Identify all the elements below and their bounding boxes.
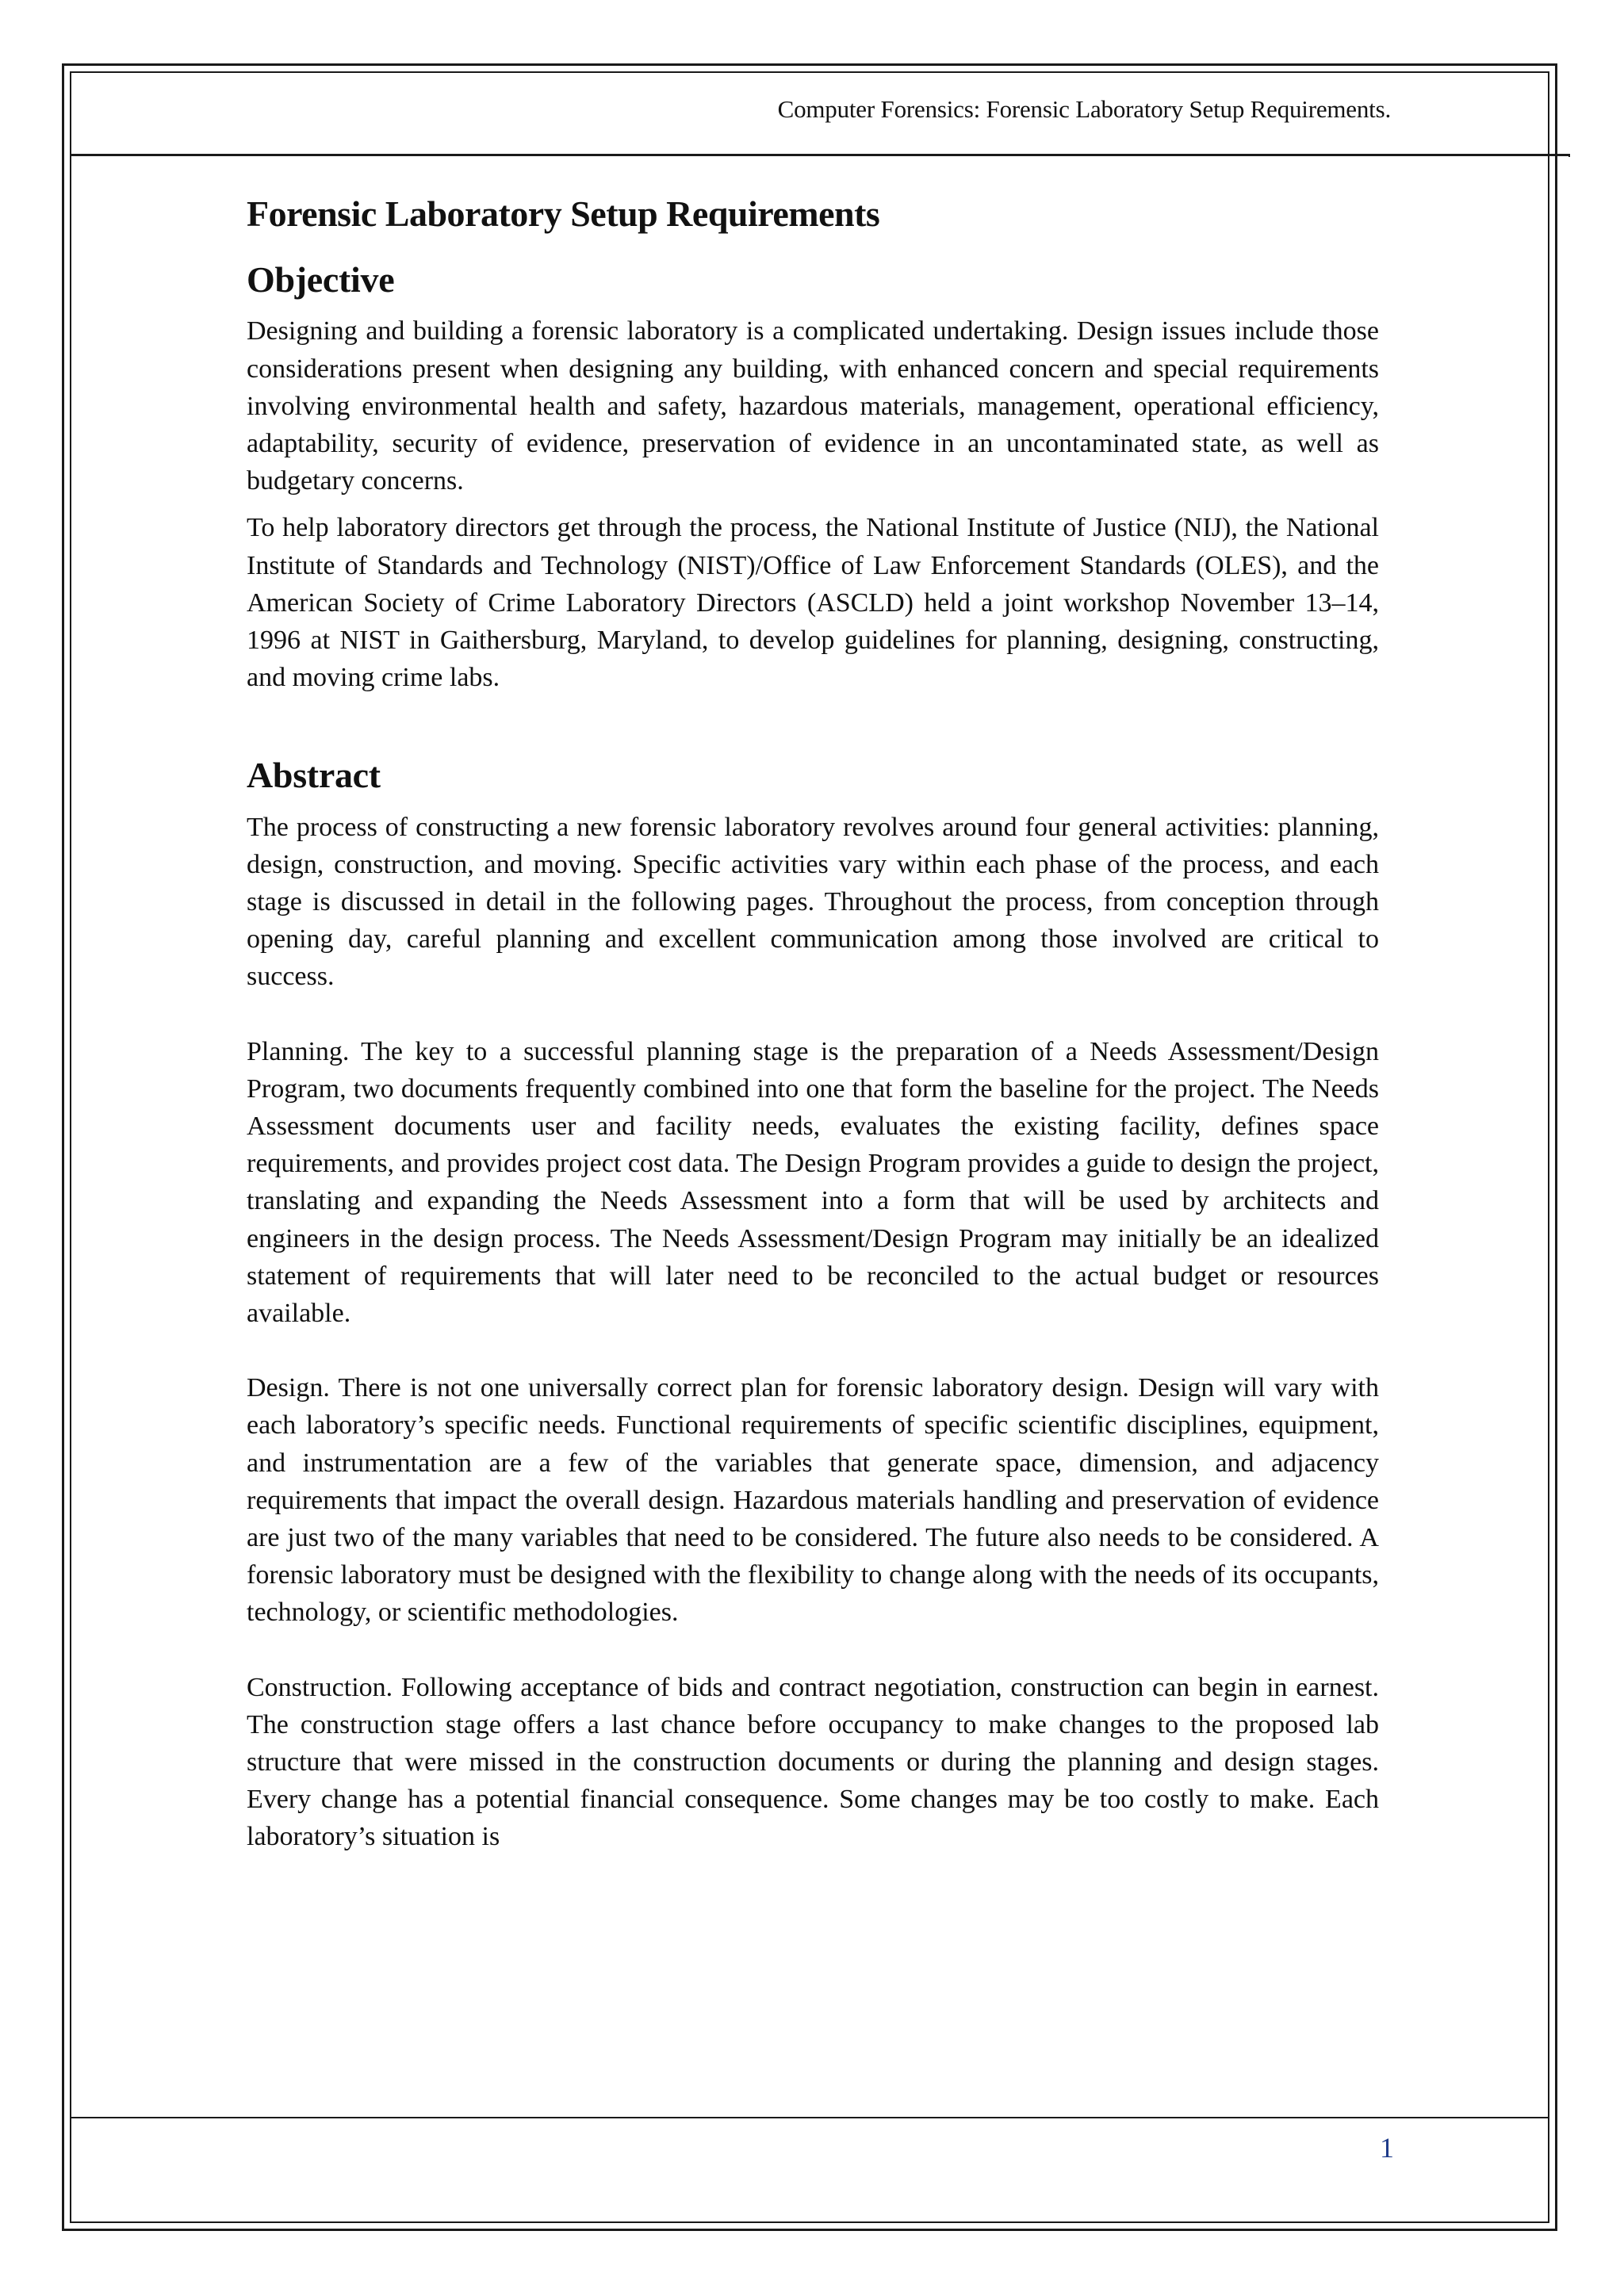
header-divider-tick bbox=[1568, 154, 1570, 157]
page-content bbox=[247, 192, 1379, 1856]
page-number: 1 bbox=[1380, 2132, 1394, 2164]
objective-heading: Objective bbox=[247, 259, 395, 300]
planning-paragraph: Planning. The key to a successful planning stage is the preparation of a Needs Assessment/Design Program, two documents frequently combined into one that form the baseline for the project. The Needs Assessment documents user and facility needs, evaluates the existing facility, defines space requirements, and provides project cost data. The Design Program provides a guide to design the project, translating and expanding the Needs Assessment into a form that will be used by architects and engineers in the design process. The Needs Assessment/Design Program may initially be an idealized statement of requirements that will later need to be reconciled to the actual budget or resources available. bbox=[247, 1036, 1379, 1329]
footer-divider bbox=[70, 2117, 1549, 2118]
abstract-paragraph: The process of constructing a new forensic laboratory revolves around four general activities: planning, design, construction, and moving. Specific activities vary within each phase of the process, and each stage is discussed in detail in the following pages. Throughout the process, from conception through opening day, careful planning and excellent communication among those involved are critical to success. bbox=[247, 812, 1379, 992]
document-title: Forensic Laboratory Setup Requirements bbox=[247, 193, 880, 234]
objective-paragraph: To help laboratory directors get through the process, the National Institute of Justice (NIJ), the National Institute of Standards and Technology (NIST)/Office of Law Enforcement Standards (OLES), and the American Society of Crime Laboratory Directors (ASCLD) held a joint workshop November 13–14, 1996 at NIST in Gaithersburg, Maryland, to develop guidelines for planning, designing, constructing, and moving crime labs. bbox=[247, 513, 1379, 693]
design-paragraph: Design. There is not one universally correct plan for forensic laboratory design. Design will vary with each laboratory’s specific needs. Functional requirements of specific scientific disciplines, equipment, and instrumentation are a few of the variables that generate space, dimension, and adjacency requirements that impact the overall design. Hazardous materials handling and preservation of evidence are just two of the many variables that need to be considered. The future also needs to be considered. A forensic laboratory must be designed with the flexibility to change along with the needs of its occupants, technology, or scientific methodologies. bbox=[247, 1373, 1379, 1628]
header-divider bbox=[70, 154, 1570, 156]
objective-paragraph: Designing and building a forensic laboratory is a complicated undertaking. Design issues include those considerations present when designing any building, with enhanced concern and special requirements involving environmental health and safety, hazardous materials, management, operational efficiency, adaptability, security of evidence, preservation of evidence in an uncontaminated state, as well as budgetary concerns. bbox=[247, 316, 1379, 496]
running-header: Computer Forensics: Forensic Laboratory Setup Requirements. bbox=[777, 95, 1391, 123]
construction-paragraph: Construction. Following acceptance of bids and contract negotiation, construction can begin in earnest. The construction stage offers a last chance before occupancy to make changes to the proposed lab structure that were missed in the construction documents or during the planning and design stages. Every change has a potential financial consequence. Some changes may be too costly to make. Each laboratory’s situation is bbox=[247, 1672, 1379, 1852]
abstract-heading: Abstract bbox=[247, 755, 381, 796]
